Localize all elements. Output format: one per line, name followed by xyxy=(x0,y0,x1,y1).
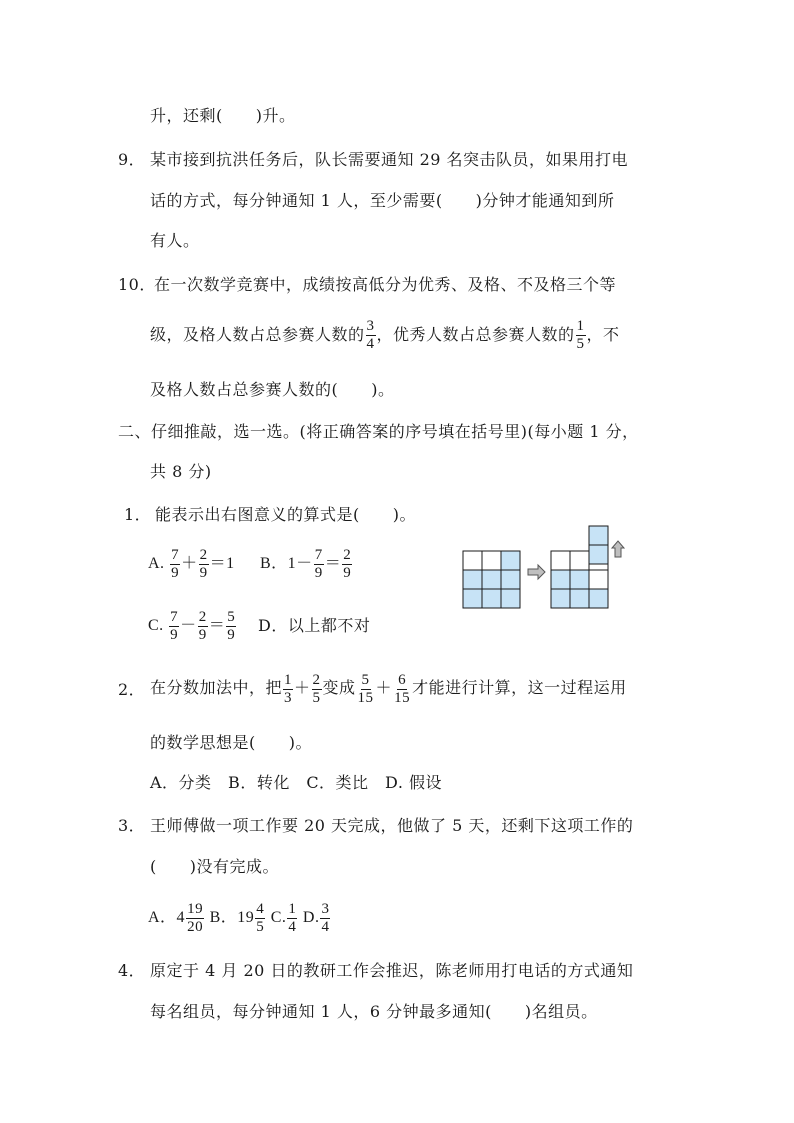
mc2-line2: 的数学思想是( )。 xyxy=(150,733,312,752)
q10-number: 10． xyxy=(118,275,156,294)
mc2-line1: 在分数加法中，把 $\frac{1}{3}$ ＋ $\frac{2}{5}$ 变成 $\frac{5}{15}$ ＋ $\frac{6}{15}$ 才能进行计算，这一过程运用 xyxy=(150,671,627,706)
grid-cell-shaded xyxy=(589,589,608,608)
q9-line3: 有人。 xyxy=(150,231,200,250)
mc1-number: 1． xyxy=(124,505,152,524)
grid-transformation-figure xyxy=(455,522,635,616)
q10-line2 xyxy=(150,316,620,354)
q10-line2-a: 级，及格人数占总参赛人数的 xyxy=(150,325,365,344)
moved-cell xyxy=(589,545,608,564)
mc1-stem: 能表示出右图意义的算式是( )。 xyxy=(155,505,416,524)
grid-cell xyxy=(482,551,501,570)
mc1-option-d: D．以上都不对 xyxy=(258,616,371,635)
mc4-line2: 每名组员，每分钟通知 1 人，6 分钟最多通知( )名组员。 xyxy=(150,1002,598,1021)
grid-cell-shaded xyxy=(570,570,589,589)
grid-cell-shaded xyxy=(551,570,570,589)
mc3-line2: ( )没有完成。 xyxy=(150,857,279,876)
q10-line3: 及格人数占总参赛人数的( )。 xyxy=(150,380,395,399)
mc3-line1: 王师傅做一项工作要 20 天完成，他做了 5 天，还剩下这项工作的 xyxy=(150,816,634,835)
mc1-option-a: A. $\frac{7}{9}$ ＋ $\frac{2}{9}$ ＝1 xyxy=(148,546,235,581)
moved-cell xyxy=(589,526,608,545)
mc3-number: 3． xyxy=(118,816,146,835)
mc2-options: A．分类 B．转化 C．类比 D. 假设 xyxy=(150,773,442,792)
grid-cell-shaded xyxy=(570,589,589,608)
q10-line2-b: ，优秀人数占总参赛人数的 xyxy=(376,325,575,344)
grid-cell-shaded xyxy=(501,589,520,608)
section2-heading-2: 共 8 分) xyxy=(150,462,212,481)
mc3-options: A．4 $\frac{19}{20}$ B．19 $\frac{4}{5}$ C. $\frac{1}{4}$ D. $\frac{3}{4}$ xyxy=(148,900,330,935)
section2-heading: 二、仔细推敲，选一选。(将正确答案的序号填在括号里)(每小题 1 分， xyxy=(118,422,639,441)
q8-tail: 升，还剩( )升。 xyxy=(150,106,296,125)
grid-cell-shaded xyxy=(501,551,520,570)
grid-cell-shaded xyxy=(463,570,482,589)
grid-cell xyxy=(551,551,570,570)
right-arrow-icon xyxy=(528,565,545,579)
mc4-line1: 原定于 4 月 20 日的教研工作会推迟，陈老师用打电话的方式通知 xyxy=(150,961,634,980)
fraction-three-quarters: $\frac{3}{4}$ xyxy=(366,318,375,352)
q9-line2: 话的方式，每分钟通知 1 人，至少需要( )分钟才能通知到所 xyxy=(150,191,615,210)
grid-cell xyxy=(570,551,589,570)
grid-cell-shaded xyxy=(463,589,482,608)
grid-cell-shaded xyxy=(482,570,501,589)
grid-cell-shaded xyxy=(501,570,520,589)
grid-cell xyxy=(463,551,482,570)
grid-cell-shaded xyxy=(482,589,501,608)
q9-line1: 某市接到抗洪任务后，队长需要通知 29 名突击队员，如果用打电 xyxy=(150,150,629,169)
transformed-grid xyxy=(551,526,608,608)
mc2-number: 2． xyxy=(118,680,146,699)
q9-number: 9． xyxy=(118,150,146,169)
grid-cell-shaded xyxy=(551,589,570,608)
mc4-number: 4． xyxy=(118,961,146,980)
full-grid-3x3 xyxy=(463,551,520,608)
fraction-one-fifth: $\frac{1}{5}$ xyxy=(576,318,585,352)
mc1-option-c: C. $\frac{7}{9}$ － $\frac{2}{9}$ ＝ $\frac{5}{9}$ xyxy=(148,608,236,643)
mc1-option-b: B．1－ $\frac{7}{9}$ ＝ $\frac{2}{9}$ xyxy=(260,546,352,581)
up-arrow-icon xyxy=(612,541,624,557)
q10-line2-c: ，不 xyxy=(586,325,620,344)
grid-cell-vacated xyxy=(589,570,608,589)
q10-line1: 在一次数学竞赛中，成绩按高低分为优秀、及格、不及格三个等 xyxy=(154,275,617,294)
